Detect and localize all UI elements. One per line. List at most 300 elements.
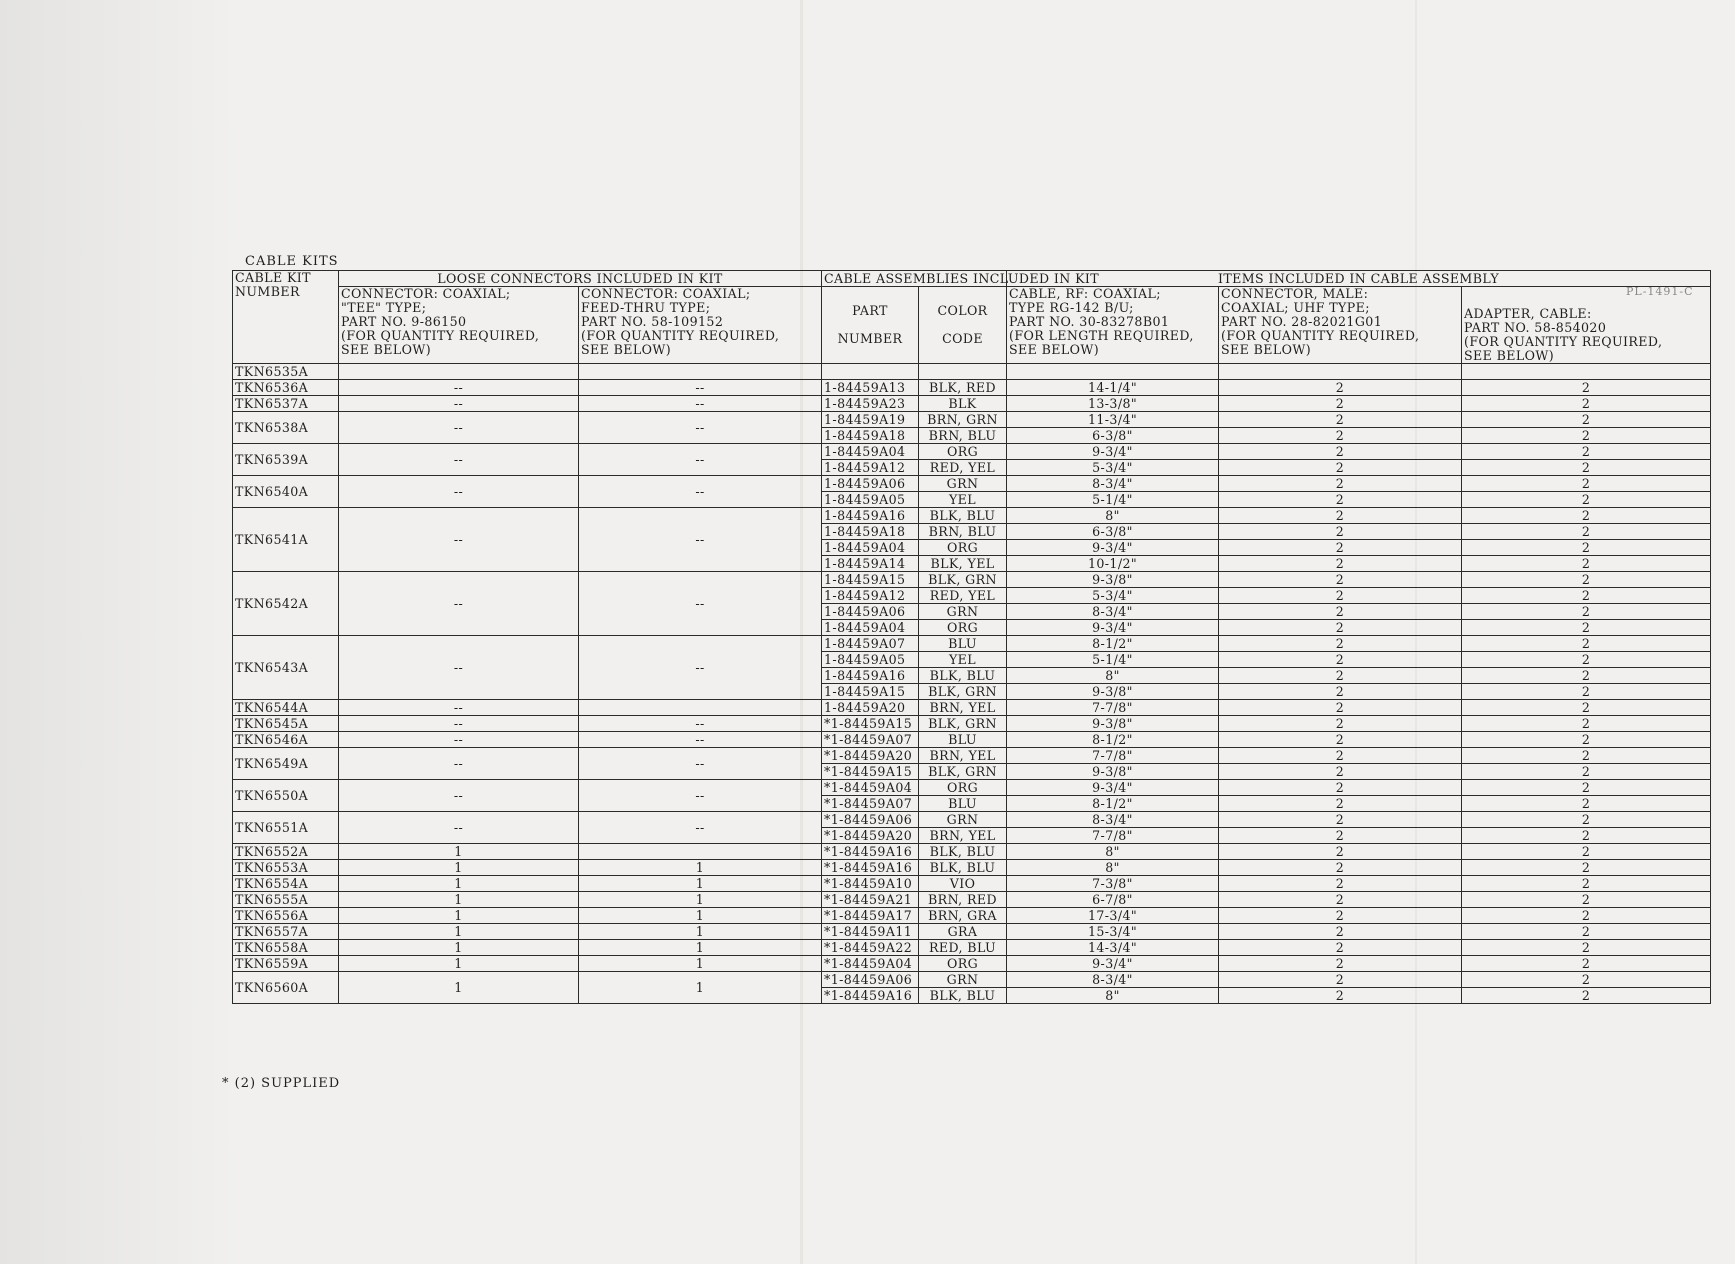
cable-length bbox=[1007, 364, 1219, 380]
cable-color-code: GRA bbox=[919, 924, 1007, 940]
male-connector-qty: 2 bbox=[1219, 396, 1462, 412]
cable-kit-number: TKN6555A bbox=[233, 892, 339, 908]
adapter-qty: 2 bbox=[1462, 620, 1711, 636]
cable-kit-number: TKN6536A bbox=[233, 380, 339, 396]
cable-kit-number: TKN6544A bbox=[233, 700, 339, 716]
adapter-qty: 2 bbox=[1462, 844, 1711, 860]
adapter-qty: 2 bbox=[1462, 700, 1711, 716]
feedthru-connector-qty: 1 bbox=[579, 924, 822, 940]
cable-length: 6-3/8" bbox=[1007, 428, 1219, 444]
male-connector-qty: 2 bbox=[1219, 460, 1462, 476]
cable-kit-number: TKN6535A bbox=[233, 364, 339, 380]
feedthru-connector-qty bbox=[579, 700, 822, 716]
cable-part-number: *1-84459A16 bbox=[822, 844, 919, 860]
cable-color-code: BRN, YEL bbox=[919, 700, 1007, 716]
cable-part-number: 1-84459A06 bbox=[822, 476, 919, 492]
table-row bbox=[233, 956, 1711, 972]
cable-kit-number: TKN6560A bbox=[233, 972, 339, 1004]
feedthru-connector-qty: -- bbox=[579, 748, 822, 780]
feedthru-connector-qty: 1 bbox=[579, 940, 822, 956]
cable-length: 13-3/8" bbox=[1007, 396, 1219, 412]
cable-length: 8-3/4" bbox=[1007, 604, 1219, 620]
male-connector-qty bbox=[1219, 364, 1462, 380]
cable-part-number: 1-84459A15 bbox=[822, 572, 919, 588]
table-row bbox=[233, 636, 1711, 652]
cable-color-code: ORG bbox=[919, 956, 1007, 972]
cable-length: 8" bbox=[1007, 860, 1219, 876]
cable-part-number: *1-84459A22 bbox=[822, 940, 919, 956]
cable-length: 8-1/2" bbox=[1007, 636, 1219, 652]
cable-kit-number: TKN6553A bbox=[233, 860, 339, 876]
feedthru-connector-qty: -- bbox=[579, 476, 822, 508]
cable-length: 9-3/8" bbox=[1007, 684, 1219, 700]
cable-color-code: BLK, BLU bbox=[919, 988, 1007, 1004]
cable-length: 9-3/4" bbox=[1007, 444, 1219, 460]
tee-connector-qty: 1 bbox=[339, 908, 579, 924]
cable-kit-number: TKN6541A bbox=[233, 508, 339, 572]
adapter-qty: 2 bbox=[1462, 812, 1711, 828]
tee-connector-qty: -- bbox=[339, 716, 579, 732]
cable-part-number: *1-84459A15 bbox=[822, 764, 919, 780]
cable-kit-number: TKN6552A bbox=[233, 844, 339, 860]
table-row bbox=[233, 700, 1711, 716]
cable-color-code: ORG bbox=[919, 540, 1007, 556]
cable-part-number: 1-84459A18 bbox=[822, 524, 919, 540]
adapter-qty: 2 bbox=[1462, 988, 1711, 1004]
cable-length: 8" bbox=[1007, 668, 1219, 684]
tee-connector-qty: -- bbox=[339, 780, 579, 812]
cable-part-number: 1-84459A04 bbox=[822, 620, 919, 636]
page-code: PL-1491-C bbox=[1626, 285, 1694, 298]
cable-color-code: BLK, GRN bbox=[919, 684, 1007, 700]
cable-length: 8" bbox=[1007, 844, 1219, 860]
adapter-qty: 2 bbox=[1462, 428, 1711, 444]
cable-length: 5-3/4" bbox=[1007, 588, 1219, 604]
header-cable-kit-number: CABLE KIT NUMBER bbox=[233, 271, 339, 364]
adapter-qty: 2 bbox=[1462, 556, 1711, 572]
adapter-qty: 2 bbox=[1462, 876, 1711, 892]
cable-length: 8-3/4" bbox=[1007, 972, 1219, 988]
cable-color-code: BRN, GRN bbox=[919, 412, 1007, 428]
cable-part-number: *1-84459A06 bbox=[822, 972, 919, 988]
cable-length: 10-1/2" bbox=[1007, 556, 1219, 572]
male-connector-qty: 2 bbox=[1219, 652, 1462, 668]
cable-color-code: BRN, BLU bbox=[919, 428, 1007, 444]
male-connector-qty: 2 bbox=[1219, 636, 1462, 652]
male-connector-qty: 2 bbox=[1219, 444, 1462, 460]
male-connector-qty: 2 bbox=[1219, 556, 1462, 572]
cable-length: 7-3/8" bbox=[1007, 876, 1219, 892]
tee-connector-qty bbox=[339, 364, 579, 380]
paper-shadow bbox=[0, 0, 240, 1264]
header-feedthru-connector: CONNECTOR: COAXIAL; FEED-THRU TYPE; PART NO. 58-109152 (FOR QUANTITY REQUIRED, SEE BELOW) bbox=[579, 287, 822, 364]
feedthru-connector-qty: -- bbox=[579, 732, 822, 748]
adapter-qty: 2 bbox=[1462, 588, 1711, 604]
adapter-qty: 2 bbox=[1462, 972, 1711, 988]
male-connector-qty: 2 bbox=[1219, 940, 1462, 956]
tee-connector-qty: 1 bbox=[339, 876, 579, 892]
adapter-qty: 2 bbox=[1462, 412, 1711, 428]
cable-color-code: RED, YEL bbox=[919, 460, 1007, 476]
male-connector-qty: 2 bbox=[1219, 716, 1462, 732]
cable-kit-number: TKN6551A bbox=[233, 812, 339, 844]
feedthru-connector-qty: -- bbox=[579, 380, 822, 396]
adapter-qty: 2 bbox=[1462, 380, 1711, 396]
cable-part-number: 1-84459A12 bbox=[822, 588, 919, 604]
cable-kit-number: TKN6549A bbox=[233, 748, 339, 780]
tee-connector-qty: -- bbox=[339, 812, 579, 844]
cable-part-number: *1-84459A04 bbox=[822, 956, 919, 972]
male-connector-qty: 2 bbox=[1219, 620, 1462, 636]
male-connector-qty: 2 bbox=[1219, 588, 1462, 604]
cable-part-number: *1-84459A06 bbox=[822, 812, 919, 828]
male-connector-qty: 2 bbox=[1219, 428, 1462, 444]
cable-length: 9-3/4" bbox=[1007, 620, 1219, 636]
cable-color-code: ORG bbox=[919, 780, 1007, 796]
cable-part-number: *1-84459A16 bbox=[822, 988, 919, 1004]
cable-part-number: 1-84459A18 bbox=[822, 428, 919, 444]
cable-part-number: 1-84459A07 bbox=[822, 636, 919, 652]
cable-kits-body bbox=[233, 364, 1711, 1004]
cable-color-code: GRN bbox=[919, 604, 1007, 620]
cable-kit-number: TKN6558A bbox=[233, 940, 339, 956]
tee-connector-qty: 1 bbox=[339, 844, 579, 860]
cable-length: 9-3/8" bbox=[1007, 716, 1219, 732]
cable-color-code: BRN, RED bbox=[919, 892, 1007, 908]
cable-length: 11-3/4" bbox=[1007, 412, 1219, 428]
cable-kit-number: TKN6540A bbox=[233, 476, 339, 508]
cable-part-number: *1-84459A16 bbox=[822, 860, 919, 876]
cable-part-number: 1-84459A04 bbox=[822, 540, 919, 556]
cable-length: 7-7/8" bbox=[1007, 748, 1219, 764]
adapter-qty: 2 bbox=[1462, 636, 1711, 652]
male-connector-qty: 2 bbox=[1219, 892, 1462, 908]
male-connector-qty: 2 bbox=[1219, 604, 1462, 620]
adapter-qty: 2 bbox=[1462, 492, 1711, 508]
feedthru-connector-qty: -- bbox=[579, 444, 822, 476]
cable-color-code: BLK, BLU bbox=[919, 844, 1007, 860]
cable-color-code: BLU bbox=[919, 732, 1007, 748]
adapter-qty: 2 bbox=[1462, 956, 1711, 972]
adapter-qty: 2 bbox=[1462, 604, 1711, 620]
footnote: * (2) SUPPLIED bbox=[222, 1076, 341, 1091]
male-connector-qty: 2 bbox=[1219, 476, 1462, 492]
tee-connector-qty: -- bbox=[339, 476, 579, 508]
cable-kits-table bbox=[232, 270, 1711, 1004]
tee-connector-qty: 1 bbox=[339, 940, 579, 956]
cable-color-code: RED, BLU bbox=[919, 940, 1007, 956]
cable-kit-number: TKN6556A bbox=[233, 908, 339, 924]
cable-color-code: GRN bbox=[919, 812, 1007, 828]
cable-length: 8-1/2" bbox=[1007, 732, 1219, 748]
adapter-qty: 2 bbox=[1462, 908, 1711, 924]
cable-length: 6-3/8" bbox=[1007, 524, 1219, 540]
cable-part-number: *1-84459A11 bbox=[822, 924, 919, 940]
header-cable-rf: CABLE, RF: COAXIAL; TYPE RG-142 B/U; PART NO. 30-83278B01 (FOR LENGTH REQUIRED, SEE BELOW) bbox=[1007, 287, 1219, 364]
cable-length: 5-3/4" bbox=[1007, 460, 1219, 476]
table-row bbox=[233, 924, 1711, 940]
feedthru-connector-qty: -- bbox=[579, 396, 822, 412]
tee-connector-qty: -- bbox=[339, 748, 579, 780]
table-row bbox=[233, 364, 1711, 380]
table-row bbox=[233, 876, 1711, 892]
cable-length: 9-3/4" bbox=[1007, 956, 1219, 972]
tee-connector-qty: -- bbox=[339, 636, 579, 700]
cable-color-code: BLK, GRN bbox=[919, 764, 1007, 780]
male-connector-qty: 2 bbox=[1219, 844, 1462, 860]
male-connector-qty: 2 bbox=[1219, 956, 1462, 972]
cable-color-code: RED, YEL bbox=[919, 588, 1007, 604]
cable-kit-number: TKN6554A bbox=[233, 876, 339, 892]
tee-connector-qty: -- bbox=[339, 412, 579, 444]
feedthru-connector-qty: 1 bbox=[579, 876, 822, 892]
adapter-qty: 2 bbox=[1462, 524, 1711, 540]
cable-kit-number: TKN6538A bbox=[233, 412, 339, 444]
header-cable-assemblies: CABLE ASSEMBLIES INCLUDED IN KIT bbox=[822, 271, 1007, 287]
cable-color-code: GRN bbox=[919, 476, 1007, 492]
cable-color-code: BRN, YEL bbox=[919, 748, 1007, 764]
cable-kit-number: TKN6537A bbox=[233, 396, 339, 412]
header-items-included: ITEMS INCLUDED IN CABLE ASSEMBLY bbox=[1007, 271, 1711, 287]
cable-length: 9-3/8" bbox=[1007, 572, 1219, 588]
male-connector-qty: 2 bbox=[1219, 908, 1462, 924]
cable-part-number: 1-84459A06 bbox=[822, 604, 919, 620]
header-connector-male: CONNECTOR, MALE: COAXIAL; UHF TYPE; PART NO. 28-82021G01 (FOR QUANTITY REQUIRED, SEE BELOW) bbox=[1219, 287, 1462, 364]
tee-connector-qty: 1 bbox=[339, 892, 579, 908]
cable-color-code: BLK, RED bbox=[919, 380, 1007, 396]
adapter-qty: 2 bbox=[1462, 796, 1711, 812]
feedthru-connector-qty: -- bbox=[579, 412, 822, 444]
cable-part-number: 1-84459A12 bbox=[822, 460, 919, 476]
header-color-code: COLOR CODE bbox=[919, 287, 1007, 364]
tee-connector-qty: -- bbox=[339, 700, 579, 716]
tee-connector-qty: 1 bbox=[339, 924, 579, 940]
table-row bbox=[233, 972, 1711, 988]
cable-part-number: 1-84459A05 bbox=[822, 652, 919, 668]
male-connector-qty: 2 bbox=[1219, 780, 1462, 796]
table-row bbox=[233, 732, 1711, 748]
feedthru-connector-qty: -- bbox=[579, 636, 822, 700]
cable-part-number: 1-84459A13 bbox=[822, 380, 919, 396]
male-connector-qty: 2 bbox=[1219, 796, 1462, 812]
adapter-qty: 2 bbox=[1462, 924, 1711, 940]
header-tee-connector: CONNECTOR: COAXIAL; "TEE" TYPE; PART NO. 9-86150 (FOR QUANTITY REQUIRED, SEE BELOW) bbox=[339, 287, 579, 364]
cable-length: 8" bbox=[1007, 988, 1219, 1004]
cable-length: 14-3/4" bbox=[1007, 940, 1219, 956]
feedthru-connector-qty: 1 bbox=[579, 972, 822, 1004]
cable-color-code: VIO bbox=[919, 876, 1007, 892]
male-connector-qty: 2 bbox=[1219, 732, 1462, 748]
cable-part-number: *1-84459A17 bbox=[822, 908, 919, 924]
cable-part-number: *1-84459A20 bbox=[822, 828, 919, 844]
cable-color-code: ORG bbox=[919, 444, 1007, 460]
tee-connector-qty: 1 bbox=[339, 956, 579, 972]
cable-length: 8-3/4" bbox=[1007, 812, 1219, 828]
adapter-qty: 2 bbox=[1462, 892, 1711, 908]
tee-connector-qty: -- bbox=[339, 396, 579, 412]
cable-part-number: 1-84459A16 bbox=[822, 508, 919, 524]
cable-part-number: *1-84459A10 bbox=[822, 876, 919, 892]
cable-part-number: *1-84459A04 bbox=[822, 780, 919, 796]
cable-color-code: BLK, YEL bbox=[919, 556, 1007, 572]
cable-color-code: YEL bbox=[919, 652, 1007, 668]
feedthru-connector-qty: -- bbox=[579, 716, 822, 732]
male-connector-qty: 2 bbox=[1219, 540, 1462, 556]
adapter-qty: 2 bbox=[1462, 572, 1711, 588]
male-connector-qty: 2 bbox=[1219, 572, 1462, 588]
cable-color-code: BLU bbox=[919, 796, 1007, 812]
table-row bbox=[233, 476, 1711, 492]
header-adapter-cable: ADAPTER, CABLE: PART NO. 58-854020 (FOR QUANTITY REQUIRED, SEE BELOW) bbox=[1462, 287, 1711, 364]
cable-length: 8-3/4" bbox=[1007, 476, 1219, 492]
page-title: CABLE KITS bbox=[245, 254, 339, 269]
cable-color-code: BLK, GRN bbox=[919, 572, 1007, 588]
cable-length: 8-1/2" bbox=[1007, 796, 1219, 812]
male-connector-qty: 2 bbox=[1219, 380, 1462, 396]
feedthru-connector-qty bbox=[579, 844, 822, 860]
cable-part-number: 1-84459A14 bbox=[822, 556, 919, 572]
table-row bbox=[233, 844, 1711, 860]
male-connector-qty: 2 bbox=[1219, 812, 1462, 828]
table-row bbox=[233, 892, 1711, 908]
adapter-qty: 2 bbox=[1462, 764, 1711, 780]
cable-kit-number: TKN6559A bbox=[233, 956, 339, 972]
feedthru-connector-qty: -- bbox=[579, 812, 822, 844]
adapter-qty: 2 bbox=[1462, 444, 1711, 460]
table-row bbox=[233, 812, 1711, 828]
table-row bbox=[233, 940, 1711, 956]
male-connector-qty: 2 bbox=[1219, 860, 1462, 876]
cable-part-number: *1-84459A20 bbox=[822, 748, 919, 764]
male-connector-qty: 2 bbox=[1219, 924, 1462, 940]
table-row bbox=[233, 860, 1711, 876]
male-connector-qty: 2 bbox=[1219, 828, 1462, 844]
male-connector-qty: 2 bbox=[1219, 700, 1462, 716]
tee-connector-qty: -- bbox=[339, 572, 579, 636]
cable-color-code: BLU bbox=[919, 636, 1007, 652]
adapter-qty: 2 bbox=[1462, 716, 1711, 732]
table-row bbox=[233, 748, 1711, 764]
adapter-qty: 2 bbox=[1462, 828, 1711, 844]
adapter-qty: 2 bbox=[1462, 860, 1711, 876]
adapter-qty: 2 bbox=[1462, 684, 1711, 700]
adapter-qty: 2 bbox=[1462, 780, 1711, 796]
tee-connector-qty: -- bbox=[339, 508, 579, 572]
table-row bbox=[233, 716, 1711, 732]
adapter-qty: 2 bbox=[1462, 652, 1711, 668]
cable-part-number: *1-84459A07 bbox=[822, 732, 919, 748]
male-connector-qty: 2 bbox=[1219, 524, 1462, 540]
cable-color-code: BLK bbox=[919, 396, 1007, 412]
cable-length: 9-3/8" bbox=[1007, 764, 1219, 780]
table-row bbox=[233, 572, 1711, 588]
feedthru-connector-qty: 1 bbox=[579, 892, 822, 908]
adapter-qty: 2 bbox=[1462, 460, 1711, 476]
cable-kit-number: TKN6550A bbox=[233, 780, 339, 812]
cable-length: 5-1/4" bbox=[1007, 652, 1219, 668]
cable-part-number: 1-84459A20 bbox=[822, 700, 919, 716]
cable-part-number bbox=[822, 364, 919, 380]
cable-length: 7-7/8" bbox=[1007, 700, 1219, 716]
cable-length: 9-3/4" bbox=[1007, 780, 1219, 796]
male-connector-qty: 2 bbox=[1219, 492, 1462, 508]
cable-length: 6-7/8" bbox=[1007, 892, 1219, 908]
feedthru-connector-qty bbox=[579, 364, 822, 380]
cable-kit-number: TKN6545A bbox=[233, 716, 339, 732]
feedthru-connector-qty: -- bbox=[579, 508, 822, 572]
male-connector-qty: 2 bbox=[1219, 748, 1462, 764]
cable-length: 8" bbox=[1007, 508, 1219, 524]
table-row bbox=[233, 444, 1711, 460]
cable-part-number: 1-84459A05 bbox=[822, 492, 919, 508]
male-connector-qty: 2 bbox=[1219, 972, 1462, 988]
feedthru-connector-qty: -- bbox=[579, 572, 822, 636]
adapter-qty: 2 bbox=[1462, 540, 1711, 556]
tee-connector-qty: -- bbox=[339, 380, 579, 396]
tee-connector-qty: -- bbox=[339, 444, 579, 476]
adapter-qty: 2 bbox=[1462, 748, 1711, 764]
adapter-qty: 2 bbox=[1462, 508, 1711, 524]
cable-part-number: 1-84459A04 bbox=[822, 444, 919, 460]
cable-length: 5-1/4" bbox=[1007, 492, 1219, 508]
cable-color-code: BRN, GRA bbox=[919, 908, 1007, 924]
cable-length: 17-3/4" bbox=[1007, 908, 1219, 924]
cable-color-code: ORG bbox=[919, 620, 1007, 636]
feedthru-connector-qty: 1 bbox=[579, 908, 822, 924]
adapter-qty: 2 bbox=[1462, 396, 1711, 412]
cable-kit-number: TKN6557A bbox=[233, 924, 339, 940]
adapter-qty: 2 bbox=[1462, 668, 1711, 684]
tee-connector-qty: 1 bbox=[339, 972, 579, 1004]
adapter-qty bbox=[1462, 364, 1711, 380]
cable-length: 7-7/8" bbox=[1007, 828, 1219, 844]
male-connector-qty: 2 bbox=[1219, 668, 1462, 684]
cable-color-code: YEL bbox=[919, 492, 1007, 508]
adapter-qty: 2 bbox=[1462, 940, 1711, 956]
table-row bbox=[233, 396, 1711, 412]
cable-kit-number: TKN6539A bbox=[233, 444, 339, 476]
cable-color-code: BRN, YEL bbox=[919, 828, 1007, 844]
header-loose-connectors: LOOSE CONNECTORS INCLUDED IN KIT bbox=[339, 271, 822, 287]
cable-kit-number: TKN6543A bbox=[233, 636, 339, 700]
cable-color-code: BLK, GRN bbox=[919, 716, 1007, 732]
cable-color-code: BLK, BLU bbox=[919, 668, 1007, 684]
adapter-qty: 2 bbox=[1462, 732, 1711, 748]
cable-part-number: *1-84459A07 bbox=[822, 796, 919, 812]
cable-part-number: *1-84459A21 bbox=[822, 892, 919, 908]
male-connector-qty: 2 bbox=[1219, 988, 1462, 1004]
male-connector-qty: 2 bbox=[1219, 764, 1462, 780]
table-row bbox=[233, 412, 1711, 428]
cable-part-number: 1-84459A15 bbox=[822, 684, 919, 700]
male-connector-qty: 2 bbox=[1219, 876, 1462, 892]
male-connector-qty: 2 bbox=[1219, 684, 1462, 700]
table-row bbox=[233, 380, 1711, 396]
cable-kit-number: TKN6546A bbox=[233, 732, 339, 748]
table-row bbox=[233, 508, 1711, 524]
cable-kit-number: TKN6542A bbox=[233, 572, 339, 636]
cable-length: 15-3/4" bbox=[1007, 924, 1219, 940]
cable-part-number: 1-84459A23 bbox=[822, 396, 919, 412]
male-connector-qty: 2 bbox=[1219, 508, 1462, 524]
header-part-number: PART NUMBER bbox=[822, 287, 919, 364]
cable-color-code: BLK, BLU bbox=[919, 508, 1007, 524]
feedthru-connector-qty: 1 bbox=[579, 860, 822, 876]
cable-part-number: *1-84459A15 bbox=[822, 716, 919, 732]
feedthru-connector-qty: 1 bbox=[579, 956, 822, 972]
cable-length: 14-1/4" bbox=[1007, 380, 1219, 396]
tee-connector-qty: 1 bbox=[339, 860, 579, 876]
